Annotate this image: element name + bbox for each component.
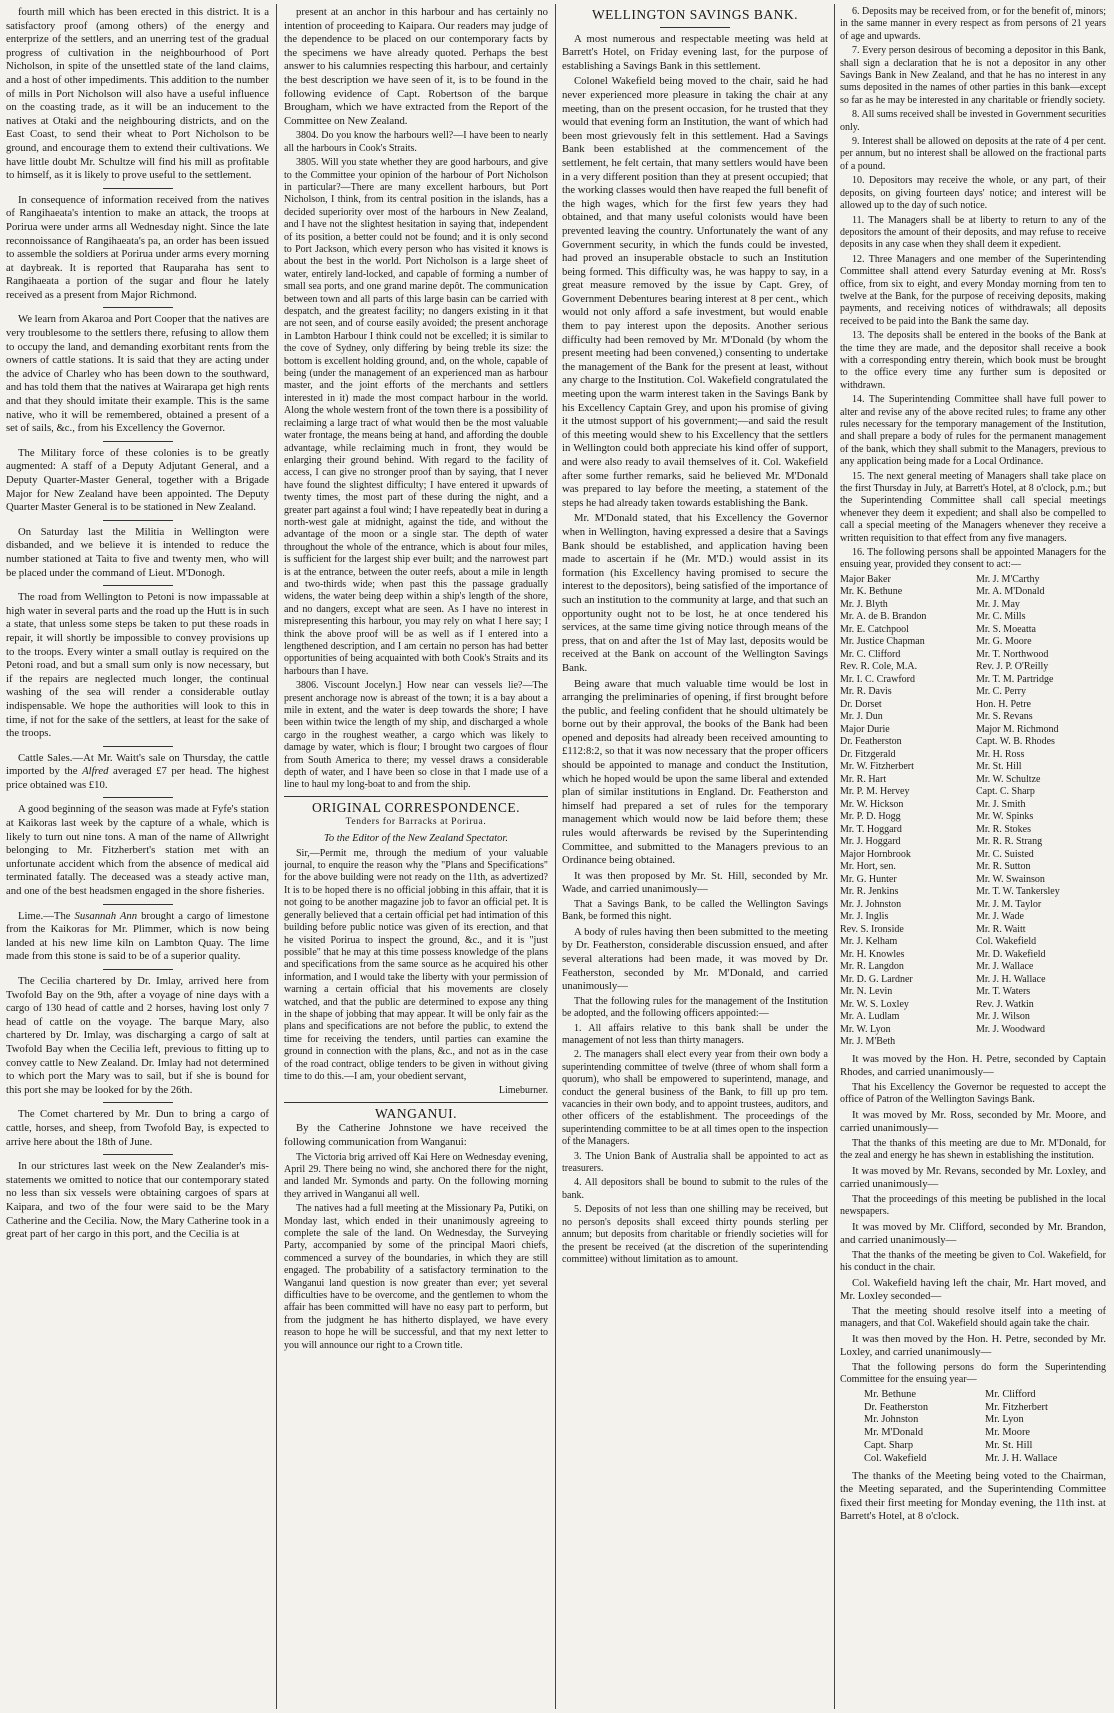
column-2 xyxy=(284,6,548,1710)
article-paragraph: The Victoria brig arrived off Kai Here on Wednesday evening, April 29. There being no wind, she anchored there for the night, and landed Mr. Symonds and party. On the following morning they arrived in Wanganui all well. xyxy=(284,1151,548,1200)
separator xyxy=(103,746,173,747)
manager-name: Mr. J. M. Taylor xyxy=(976,898,1042,910)
text-run: Cattle Sales.—At Mr. Waitt's sale on Thursday, the cattle imported by the xyxy=(6,751,269,778)
rule-item: 7. Every person desirous of becoming a depositor in this Bank, shall sign a declaration that he is not a depositor in any other Savings Bank in New Zealand, and that he has no interest in any sums deposited in the names of other parties in this bank—except so far as he may be interested in any charitable or friendly society. xyxy=(840,45,1106,106)
committee-member: Mr. J. H. Wallace xyxy=(985,1452,1058,1464)
article-paragraph: We learn from Akaroa and Port Cooper that the natives are very troublesome to the settlers there, refusing to allow them to occupy the land, and demanding exorbitant rents from the owners of cattle stations. It is said that they are acting under the advice of Charley who has been down to the southward, and has told them that the natives at Wairarapa get high rents and that they should imitate their example. This is the same native, who it will be remembered, obtained a present of a set of sails, &c., from his Excellency the Governor. xyxy=(6,313,269,435)
article-paragraph: It was moved by the Hon. H. Petre, seconded by Captain Rhodes, and carried unanimously— xyxy=(840,1052,1106,1079)
rule-item: 4. All depositors shall be bound to submit to the rules of the bank. xyxy=(562,1177,828,1201)
manager-name: Mr. J. Wallace xyxy=(976,961,1034,973)
manager-name: Hon. H. Petre xyxy=(976,698,1031,710)
manager-name: Dr. Fitzgerald xyxy=(840,748,896,760)
column-rule xyxy=(276,4,277,1709)
separator xyxy=(284,796,548,797)
manager-name: Mr. T. Waters xyxy=(976,986,1031,998)
article-paragraph: A body of rules having then been submitted to the meeting by Dr. Featherston, considerable discussion ensued, and after several alterations had been made, it was moved by Dr. Featherston, seconded by Mr. M'Donald, and carried unanimously— xyxy=(562,925,828,993)
article-paragraph xyxy=(6,752,269,793)
rule-item: 9. Interest shall be allowed on deposits at the rate of 4 per cent. per annum, but no interest shall be allowed on the fractional parts of a pound. xyxy=(840,136,1106,172)
manager-name: Mr. W. Schultze xyxy=(976,773,1041,785)
evidence-paragraph: 3805. Will you state whether they are good harbours, and give to the Committee your opinion of the harbour of Port Nicholson in particular?—There are many excellent harbours, but Port Nicholson, I think, from its central position in the islands, has a decided superiority over most of the harbours in New Zealand, and I have not the slightest hesitation in saying that, independent of its position, a better could not be found; and it is only second to Port Jackson, which every person who has visited it knows is about the best in the world. Port Nicholson is a large sheet of water, entirely land-locked, and capable of forming a number of small sea ports, and one grand marine depôt. The communication between town and all parts of this large basin can be carried with despatch, and the greatest facility; no dangers existing in it that are not seen, and of course easily avoided; the present anchorage in Lambton Harbour I think could not be excelled; it is similar to the cove of Sydney, only differing by being treble its size: the bottom is excellent holding ground, and, on the whole, capable of being (under the management of an experienced man as harbour master, and the joint efforts of the merchants and settlers interested in it) made the most compact harbour in the world. Along the whole western front of the town there is a possibility of reclaiming a large tract of what would then be the most valuable water frontage, the means being at hand, and affording the double advantage, while reclaiming much in front, they would be enlarging their ground behind. With regard to the facility of access, I can give no stronger proof than by saying, that I never have found the slightest difficulty; I have entered it upwards of twenty times, the most part of these during the night, and a greater part against a foul wind; I have repeatedly beat in during a north-west gale at midnight, against the tide, and without the advantage of the moon or a single star. The depth of water throughout the whole of the entrance, which is about four miles, is sufficient for the largest ship ever built; and the narrowest part is at the entrance, between the outer reefs, about a mile in length and two-thirds wide; when past this the passage gradually widens, the water being deep within a ship's length of the shore, and no dangers, except what are seen. As I have no interest in misrepresenting this harbour, you may rely on what I here say; I think the above proof will be as well as if I entered into a lengthened description, and I am certain no person has had better opportunities of being acquainted with both Cook's Straits and its harbours than I have. xyxy=(284,157,548,677)
manager-name: Mr. J. M'Beth xyxy=(840,1036,896,1048)
letter-signature: Limeburner. xyxy=(498,1085,548,1097)
manager-name: Capt. W. B. Rhodes xyxy=(976,736,1055,748)
manager-name: Mr. J. Hoggard xyxy=(840,836,901,848)
rule-item: 5. Deposits of not less than one shilling may be received, but no person's deposits shall exceed thirty pounds sterling per annum; but deposits from charitable or friendly societies will for the present be received (at the discretion of the superintending committee) without limitation as to amount. xyxy=(562,1204,828,1265)
evidence-paragraph: 3806. Viscount Jocelyn.] How near can vessels lie?—The present anchorage now is abreast of the town; it is a bay about a mile in extent, and the water is deep towards the shore; I have been within twice the length of my ship, and discharged a whole cargo in the roughest weather, a cargo which was likely to damage by water, which is flour; I brought two cargoes of flour from South America to there; my vessel draws a considerable depth of water, and I have been so close in that I made use of a line to haul my long-boat to and from the ship. xyxy=(284,680,548,791)
manager-name: Mr. T. M. Partridge xyxy=(976,673,1054,685)
rule-item: 14. The Superintending Committee shall have full power to alter and revise any of the above recited rules; to frame any other rules necessary for the temporary management of the Institution, and shall prepare a body of rules for the permanent management of the bank, which they shall submit to the Managers, previous to any application being made for a Local Ordinance. xyxy=(840,394,1106,468)
article-paragraph: The natives had a full meeting at the Missionary Pa, Putiki, on Monday last, which ended in their unanimously agreeing to complete the sale of the land. On Wednesday, the Surveying Party, accompanied by some of the principal Maori chiefs, commenced a survey of the boundaries, in which they are still engaged. The probability of a satisfactory termination to the Wanganui land question is now greater than ever; yet several difficulties have to be overcome, and the gentlemen to whom the affair has been committed will have no easy part to perform, but from the judgment he has hitherto displayed, we have every reason to hope he will be successful, and that my next letter to you will announce our right to a Crown title. xyxy=(284,1203,548,1351)
article-paragraph: The Cecilia chartered by Dr. Imlay, arrived here from Twofold Bay on the 9th, after a voyage of nine days with a cargo of 130 head of cattle and 2 horses, having lost only 7 head of cattle on the voyage. The barque Mary, also chartered by Dr. Imlay, was discharging a cargo of salt at Twofold Bay when the Cecilia left, previous to fitting up to convey cattle to New Zealand. Dr. Imlay had not determined to which port the Mary was to sail, but if she is bound for this port she may be looked for by the 26th. xyxy=(6,975,269,1096)
manager-name: Mr. W. Swainson xyxy=(976,873,1045,885)
manager-name: Major M. Richmond xyxy=(976,723,1059,735)
manager-name: Mr. J. Smith xyxy=(976,798,1026,810)
manager-name: Col. Wakefield xyxy=(976,936,1037,948)
manager-name: Mr. J. Blyth xyxy=(840,598,888,610)
manager-name: Mr. St. Hill xyxy=(976,761,1022,773)
manager-name: Mr. Hort, sen. xyxy=(840,861,896,873)
committee-member: Mr. St. Hill xyxy=(985,1440,1033,1452)
rule-item: 1. All affairs relative to this bank shall be under the management of not less than thirty managers. xyxy=(562,1022,828,1046)
article-paragraph: present at an anchor in this harbour and has certainly no intention of proceeding to Kaipara. Our readers may judge of the dependence to be placed on our contemporary facts by the specimens we have already quoted. Perhaps the best answer to his calumnies respecting this harbour, and certainly the best description we have seen of it, is to be found in the following evidence of Capt. Robertson of the barque Brougham, which we have extracted from the Report of the Committee on New Zealand. xyxy=(284,6,548,127)
manager-name: Mr. E. Catchpool xyxy=(840,623,909,635)
article-paragraph: It was then moved by the Hon. H. Petre, seconded by Mr. Loxley, and carried unanimously— xyxy=(840,1332,1106,1359)
separator xyxy=(103,307,173,308)
manager-name: Mr. R. R. Strang xyxy=(976,836,1043,848)
separator xyxy=(103,520,173,521)
committee-member: Mr. Johnston xyxy=(864,1414,919,1426)
manager-name: Mr. T. W. Tankersley xyxy=(976,886,1060,898)
article-paragraph: The Comet chartered by Mr. Dun to bring a cargo of cattle, horses, and sheep, from Twofold Bay, is expected to arrive here about the 18th of June. xyxy=(6,1108,269,1148)
committee-member: Mr. Fitzherbert xyxy=(985,1401,1048,1413)
section-heading: ORIGINAL CORRESPONDENCE. xyxy=(311,799,520,815)
article-paragraph: It was moved by Mr. Ross, seconded by Mr. Moore, and carried unanimously— xyxy=(840,1108,1106,1135)
manager-name: Mr. J. Woodward xyxy=(976,1023,1046,1035)
rule-item: 2. The managers shall elect every year from their own body a superintending committee of twelve (three of whom shall form a quorum), who shall be empowered to superintend, manage, and conduct the general business of the Bank, to fill up pro tem. vacancies in their own body, and to appoint trustees, auditors, and other officers of the establishment. The proceedings of the superintending committee to be at all times open to the inspection of the Managers. xyxy=(562,1049,828,1148)
column-rule xyxy=(834,4,835,1709)
resolution: That the thanks of the meeting be given to Col. Wakefield, for his conduct in the chair. xyxy=(840,1250,1106,1274)
article-paragraph: It was then proposed by Mr. St. Hill, seconded by Mr. Wade, and carried unanimously— xyxy=(562,869,828,896)
article-paragraph: Colonel Wakefield being moved to the chair, said he had never experienced more pleasure in taking the chair at any meeting, than on the present occasion, for he trusted that they would that evening form an Institution, the want of which had been most grievously felt in this settlement. Had a Savings Bank been established at the commencement of the settlement, he felt certain, that many settlers would have been in a very different position than they at present occupied; that the working classes would then have reaped the full benefit of the high wages, which for the first few years they had obtained, and that many useful colonists would have been prevented leaving the country. Unfortunately the want of any Government security, in which the funds could be invested, had proved an insuperable obstacle to such an Institution being formed. This difficulty was, he was happy to say, in a great measure removed by the issue by Capt. Grey, of Government Debentures bearing interest at 8 per cent., which would not only afford a safe investment, but would enable them to pay interest upon the deposits. Another serious difficulty had been removed by Mr. M'Donald (by whom the present meeting had been convened,) consenting to undertake the management of the Bank for the present at least, without any charge to the Institution. Col. Wakefield congratulated the meeting upon the warm interest taken in the Savings Bank by his Excellency Captain Grey, and upon his promise of giving it the utmost support of his government;—and said the result of this meeting would shew to his Excellency that the settlers in Wellington could both appreciate his kind offer of support, and were also ready to avail themselves of it. Col. Wakefield after some further remarks, said he believed Mr. M'Donald was prepared to lay before the meeting, a statement of the steps he had already taken towards establishing the Bank. xyxy=(562,75,828,509)
committee-member: Mr. Moore xyxy=(985,1427,1031,1439)
text-run: averaged £7 per head. The highest price obtained was £10. xyxy=(6,765,269,791)
article-paragraph: In our strictures last week on the New Zealander's mis-statements we omitted to notice that our contemporary stated no less than six vessels were obtaining cargoes of spars at Kaipara, and two of the four were said to be the Mary Catherine and the Cecilia. Now, the Mary Catherine took in a great part of her cargo in this port, and the Cecilia is at xyxy=(6,1160,269,1241)
manager-name: Mr. P. D. Hogg xyxy=(840,811,901,823)
manager-name: Mr. G. Hunter xyxy=(840,873,897,885)
resolution: That the proceedings of this meeting be published in the local newspapers. xyxy=(840,1194,1106,1218)
separator xyxy=(284,1102,548,1103)
committee-list xyxy=(840,1389,1106,1466)
manager-name: Mr. J. Inglis xyxy=(840,911,889,923)
resolution: That the following persons do form the Superintending Committee for the ensuing year— xyxy=(840,1362,1106,1386)
article-paragraph: Mr. M'Donald stated, that his Excellency the Governor when in Wellington, having expressed a desire that a Savings Bank should be established, and application having been made to ascertain if he (Mr. M'D.) would assist in its formation (his Excellency having promised to secure the interest to the depositors), being satisfied of the importance of such an institution to the community at large, and that such an opportunity ought not to be lost, he at once tendered his services, at the same time giving notice through means of the press, that on and after the 1st of May last, deposits would be received at the Bank on account of the Wellington Savings Bank. xyxy=(562,512,828,674)
rule-item: 15. The next general meeting of Managers shall take place on the first Thursday in July, at Barrett's Hotel, at 8 o'clock, p.m.; but the Superintending Committee shall call special meetings whenever they deem it expedient; and shall also be compelled to call a special meeting of the Managers whenever they receive a written requisition to that effect from any five managers. xyxy=(840,470,1106,544)
manager-name: Mr. C. Mills xyxy=(976,611,1026,623)
rule-item: 8. All sums received shall be invested in Government securities only. xyxy=(840,109,1106,133)
resolution: That the thanks of this meeting are due to Mr. M'Donald, for the zeal and energy he has shewn in establishing the institution. xyxy=(840,1138,1106,1162)
article-paragraph: The thanks of the Meeting being voted to the Chairman, the Meeting separated, and the Superintending Committee fixed their first meeting for Monday evening, the 11th inst. at Barrett's Hotel, at 8 o'clock. xyxy=(840,1469,1106,1523)
article-paragraph: A good beginning of the season was made at Fyfe's station at Kaikoras last week by the capture of a whale, which is likely to turn out nine tons. A man of the name of Allwright belonging to Mr. Fitzherbert's station met with an unfortunate accident which from the absence of medical aid terminated fatally. The deceased was a steady active man, and one of the best headsmen engaged in the shore fisheries. xyxy=(6,803,269,898)
committee-member: Mr. Lyon xyxy=(985,1414,1024,1426)
manager-name: Mr. J. Kelham xyxy=(840,936,898,948)
manager-name: Mr. J. M'Carthy xyxy=(976,573,1040,585)
column-4 xyxy=(840,6,1106,1710)
committee-member: Capt. Sharp xyxy=(864,1440,914,1452)
committee-member: Mr. Bethune xyxy=(864,1388,916,1400)
article-paragraph: The road from Wellington to Petoni is now impassable at high water in several parts and the road up the Hutt is in such a state, that unless some steps be taken to put these roads in repair, it will shortly be impossible to convey provisions up to the troops. Every winter a small outlay is required on the Petoni road, and but a small sum only is now necessary, but if the repairs are neglected much longer, the continual washing of the sea will render a considerable outlay indispensable. We hope the authorities will look to this in time, if not for the sake of the settlers, at least for the sake of the troops. xyxy=(6,591,269,740)
separator xyxy=(660,27,730,28)
manager-name: Mr. A. Ludlam xyxy=(840,1011,900,1023)
article-paragraph: On Saturday last the Militia in Wellington were disbanded, and we believe it is intended to reduce the number stationed at Taita to five and twenty men, who will be placed under the command of Lieut. M'Donogh. xyxy=(6,525,269,579)
evidence-paragraph: 3804. Do you know the harbours well?—I have been to nearly all the harbours in Cook's Straits. xyxy=(284,130,548,154)
article-paragraph: It was moved by Mr. Clifford, seconded by Mr. Brandon, and carried unanimously— xyxy=(840,1220,1106,1247)
resolution: That his Excellency the Governor be requested to accept the office of Patron of the Wellington Savings Bank. xyxy=(840,1082,1106,1106)
manager-name: Mr. R. Hart xyxy=(840,773,887,785)
manager-name: Mr. W. S. Loxley xyxy=(840,998,909,1010)
separator xyxy=(103,904,173,905)
manager-name: Mr. C. Clifford xyxy=(840,648,901,660)
article-paragraph: It was moved by Mr. Revans, seconded by Mr. Loxley, and carried unanimously— xyxy=(840,1164,1106,1191)
rule-item: 12. Three Managers and one member of the Superintending Committee shall attend every Saturday evening at Mr. Ross's office, from six to eight, and every Monday morning from ten to twelve at the Bank, for the purpose of receiving deposits, making payments, and receiving notices of withdrawals; all deposits received to be paid into the Bank the same day. xyxy=(840,253,1106,327)
manager-name: Major Baker xyxy=(840,573,891,585)
manager-name: Mr. J. Wade xyxy=(976,911,1024,923)
manager-name: Mr. R. Langdon xyxy=(840,961,904,973)
manager-name: Mr. W. Hickson xyxy=(840,798,904,810)
manager-name: Mr. W. Lyon xyxy=(840,1023,891,1035)
column-3 xyxy=(562,6,828,1710)
manager-name: Mr. R. Sutton xyxy=(976,861,1031,873)
manager-name: Mr. S. Moeatta xyxy=(976,623,1036,635)
manager-name: Dr. Featherston xyxy=(840,736,902,748)
manager-name: Rev. S. Ironside xyxy=(840,923,904,935)
separator xyxy=(103,441,173,442)
manager-name: Capt. C. Sharp xyxy=(976,786,1035,798)
manager-name: Mr. R. Waitt xyxy=(976,923,1026,935)
manager-name: Mr. T. Hoggard xyxy=(840,823,902,835)
rule-item: 10. Depositors may receive the whole, or any part, of their deposits, on giving fourteen days' notice; and interest will be allowed up to the day of such notice. xyxy=(840,175,1106,212)
rule-item: 3. The Union Bank of Australia shall be appointed to act as treasurers. xyxy=(562,1150,828,1175)
resolution: That the meeting should resolve itself into a meeting of managers, and that Col. Wakefield should again take the chair. xyxy=(840,1306,1106,1330)
section-heading: WANGANUI. xyxy=(374,1105,458,1121)
committee-member: Col. Wakefield xyxy=(864,1452,927,1464)
section-subheading-italic: To the Editor of the New Zealand Spectator. xyxy=(324,833,508,845)
manager-name: Mr. A. de B. Brandon xyxy=(840,611,927,623)
article-paragraph: Col. Wakefield having left the chair, Mr. Hart moved, and Mr. Loxley seconded— xyxy=(840,1276,1106,1303)
committee-member: Dr. Featherston xyxy=(864,1401,929,1413)
manager-name: Mr. J. Johnston xyxy=(840,898,902,910)
text-run: Lime.—The xyxy=(18,909,75,922)
manager-name: Mr. H. Knowles xyxy=(840,948,905,960)
separator xyxy=(103,797,173,798)
manager-name: Mr. R. Davis xyxy=(840,686,892,698)
resolution: That a Savings Bank, to be called the Wellington Savings Bank, be formed this night. xyxy=(562,899,828,923)
manager-name: Mr. D. G. Lardner xyxy=(840,973,913,985)
article-paragraph: Being aware that much valuable time would be lost in arranging the preliminaries of opening, if first brought before the public, and feeling confident that he should ultimately be borne out by their approval, the books of the Bank had been opened and deposits had already been received amounting to £112:8:2, so that it was now necessary that the proper officers should be appointed to manage and conduct the Institution, which he hoped would be upon the same liberal and extended plan of similar institutions in England. Dr. Featherston and himself had prepared a set of rules for the temporary management which would now be laid before them; these rules would afterwards be revised by the Superintending Committee, and submitted to the Managers previous to an Ordinance being obtained. xyxy=(562,677,828,867)
rule-item: 16. The following persons shall be appointed Managers for the ensuing year, provided they consent to act:— xyxy=(840,547,1106,571)
ship-name: Alfred xyxy=(82,765,109,778)
manager-name: Mr. K. Bethune xyxy=(840,586,903,598)
article-paragraph: The Military force of these colonies is to be greatly augmented: A staff of a Deputy Adjutant General, and a Deputy Quarter-Master General, together with a Brigade Major for New Zealand have been appointed. The Deputy Quarter Master General is to be stationed in New Zealand. xyxy=(6,446,269,514)
manager-name: Mr. J. May xyxy=(976,598,1020,610)
manager-name: Mr. G. Moore xyxy=(976,636,1032,648)
manager-name: Mr. W. Spinks xyxy=(976,811,1034,823)
manager-name: Mr. J. H. Wallace xyxy=(976,973,1046,985)
ship-name: Susannah Ann xyxy=(74,909,138,922)
section-heading: WELLINGTON SAVINGS BANK. xyxy=(591,7,799,22)
article-paragraph: fourth mill which has been erected in this district. It is a satisfactory proof (among others) of the energy and enterprize of the settlers, and an unerring test of the gradual progress of cultivation in the neighbourhood of Port Nicholson, in spite of the unsettled state of the land claims, and a host of other impediments. This addition to the number of mills in Port Nicholson will also have a useful influence on the coasting trade, as it will be an inducement to the natives at Otaki and the neighbouring districts, and on the East Coast, to send their wheat to Port Nicholson to be ground, and encourage them to extend their cultivations. We have little doubt Mr. Schultze will find his mill as profitable to himself, as it is likely to prove useful to the settlement. xyxy=(6,6,269,182)
rule-item: 6. Deposits may be received from, or for the benefit of, minors; in the same manner in every respect as from persons of 21 years of age and upwards. xyxy=(840,6,1106,42)
manager-name: Mr. D. Wakefield xyxy=(976,948,1046,960)
separator xyxy=(103,969,173,970)
manager-name: Mr. W. Fitzherbert xyxy=(840,761,914,773)
manager-name: Mr. I. C. Crawford xyxy=(840,673,915,685)
committee-member: Mr. M'Donald xyxy=(864,1427,924,1439)
manager-name: Mr. C. Perry xyxy=(976,686,1026,698)
rule-item: 11. The Managers shall be at liberty to return to any of the depositors the amount of their deposits, and may refuse to receive deposits in any case when they shall deem it expedient. xyxy=(840,214,1106,251)
column-1 xyxy=(6,6,269,1710)
resolution: That the following rules for the management of the Institution be adopted, and the following officers appointed:— xyxy=(562,995,828,1020)
manager-name: Mr. H. Ross xyxy=(976,748,1025,760)
manager-name: Mr. Justice Chapman xyxy=(840,636,925,648)
manager-name: Dr. Dorset xyxy=(840,698,882,710)
manager-name: Mr. J. Dun xyxy=(840,711,883,723)
manager-name: Mr. J. Wilson xyxy=(976,1011,1030,1023)
separator xyxy=(103,1154,173,1155)
manager-name: Mr. T. Northwood xyxy=(976,648,1049,660)
manager-name: Mr. R. Stokes xyxy=(976,823,1032,835)
manager-name: Major Durie xyxy=(840,723,890,735)
manager-name: Mr. C. Suisted xyxy=(976,848,1034,860)
article-paragraph xyxy=(6,910,269,964)
manager-name: Mr. S. Revans xyxy=(976,711,1033,723)
separator xyxy=(103,1102,173,1103)
section-subheading: Tenders for Barracks at Porirua. xyxy=(345,817,487,828)
article-paragraph: In consequence of information received from the natives of Rangihaeata's intention to make an attack, the troops at Porirua were under arms all Wednesday night. Since the late reconnoissance of Rangihaeata's pa, an order has been issued to assemble the soldiers at Porirua under arms every morning at daybreak. It is reported that Rauparaha has sent to Rangihaeata a portion of the sugar and flour he lately received as a present from Major Richmond. xyxy=(6,193,269,301)
manager-name xyxy=(976,1036,1106,1049)
manager-name: Major Hornbrook xyxy=(840,848,911,860)
manager-name: Rev. J. P. O'Reilly xyxy=(976,661,1049,673)
article-paragraph: A most numerous and respectable meeting was held at Barrett's Hotel, on Friday evening last, for the purpose of establishing a Savings Bank in this settlement. xyxy=(562,32,828,72)
separator xyxy=(103,585,173,586)
letter-paragraph: Sir,—Permit me, through the medium of your valuable journal, to enquire the reason why the "Plans and Specifications" for the above building were not ready on the 11th, as advertized? It is to be hoped there is no official jobbing in this affair, that it is not going to be another magazine job to favor an official pet. It is generally believed that a certain official pet had intimation of this building before public notice was given of its erection, and that he visited Porirua to inspect the ground, &c., and it is "just possible" that he may at this time possess knowledge of the plans and specifications from the same source as he acquired his other information, and I would take the liberty with your permission of warning a certain official that his movements are closely watched, and that the public are determined to expose any thing in the shape of jobbing that may appear. It will be only fair as the plans and specifications are not before the public, to extend the time for receiving the tenders, until parties can examine the ground in connection with the plans, &c., and not as in the case of the road contract, oblige tenders to be given in without giving time to do this.—I am, your obedient servant, xyxy=(284,847,548,1082)
manager-name: Rev. R. Cole, M.A. xyxy=(840,661,918,673)
manager-name: Mr. R. Jenkins xyxy=(840,886,899,898)
manager-name: Rev. J. Watkin xyxy=(976,998,1034,1010)
manager-name: Mr. A. M'Donald xyxy=(976,586,1045,598)
manager-name: Mr. N. Levin xyxy=(840,986,893,998)
article-paragraph: By the Catherine Johnstone we have received the following communication from Wanganui: xyxy=(284,1122,548,1148)
separator xyxy=(103,188,173,189)
column-rule xyxy=(555,4,556,1709)
committee-member: Mr. Clifford xyxy=(985,1388,1036,1400)
text-run: brought a cargo of limestone from the Kaikoras for Mr. Plimmer, which is now being landed at his new lime kiln on Lambton Quay. The lime made from this stone is said to be of a superior quality. xyxy=(6,909,269,963)
manager-name: Mr. P. M. Hervey xyxy=(840,786,910,798)
managers-list xyxy=(840,574,1106,1049)
rule-item: 13. The deposits shall be entered in the books of the Bank at the time they are made, and the depositor shall receive a book with a corresponding entry therein, which book must be brought to the office every time any further sum is deposited or withdrawn. xyxy=(840,330,1106,391)
